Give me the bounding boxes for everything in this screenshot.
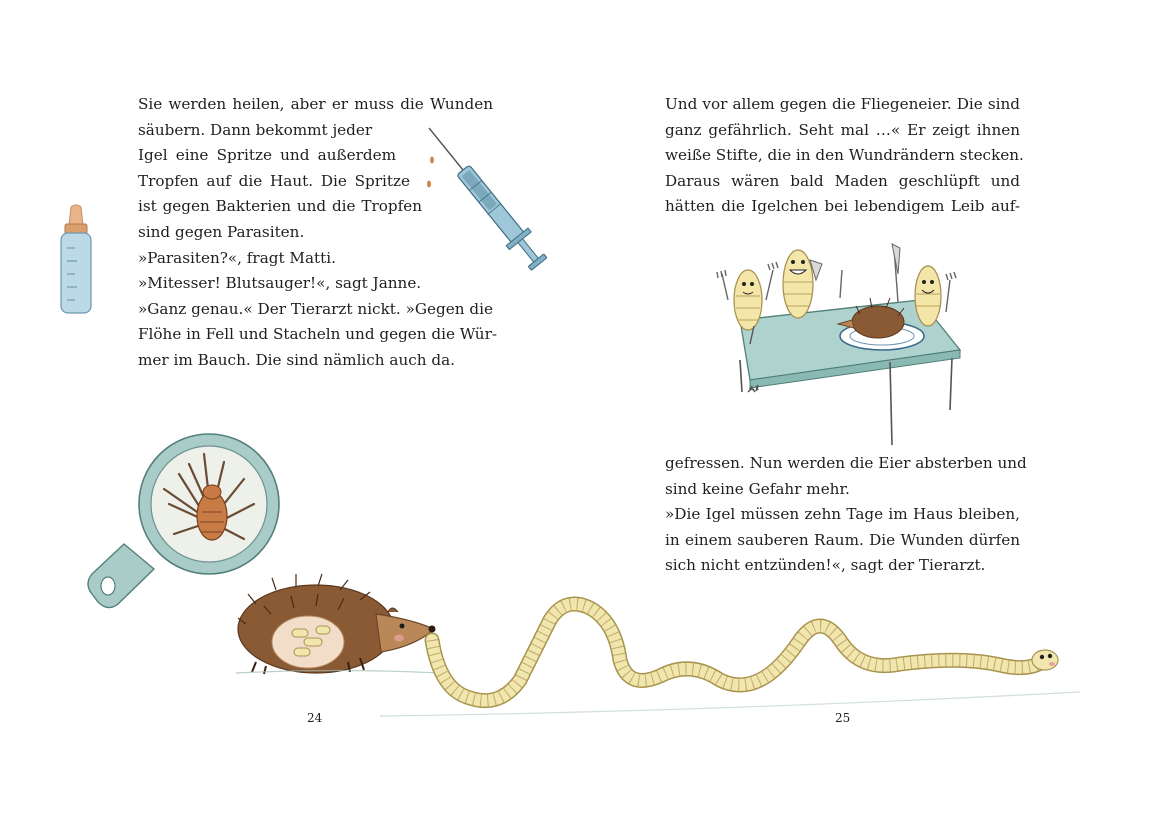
text-line: »Mitesser! Blutsauger!«, sagt Janne. bbox=[138, 274, 422, 293]
text-line: Daraus wären bald Maden geschlüpft und bbox=[665, 171, 1020, 190]
text-line: Und vor allem gegen die Fliegeneier. Die sind bbox=[665, 95, 1020, 113]
text-line: ist gegen Bakterien und die Tropfen bbox=[138, 197, 422, 216]
text-line: Tropfen auf die Haut. Die Spritze bbox=[138, 171, 410, 190]
text-line: sich nicht entzünden!«, sagt der Tierarzt. bbox=[665, 556, 986, 575]
text-line: hätten die Igelchen bei lebendigem Leib auf- bbox=[665, 197, 1020, 216]
page-number: 25 bbox=[835, 711, 851, 725]
text-line: »Ganz genau.« Der Tierarzt nickt. »Gegen die bbox=[138, 299, 493, 318]
text-line: »Die Igel müssen zehn Tage im Haus bleiben, bbox=[665, 505, 1020, 524]
text-line: gefressen. Nun werden die Eier absterben und bbox=[665, 454, 1027, 472]
text-line: säubern. Dann bekommt jeder bbox=[138, 120, 373, 139]
text-line: mer im Bauch. Die sind nämlich auch da. bbox=[138, 350, 455, 369]
text-line: in einem sauberen Raum. Die Wunden dürfen bbox=[665, 530, 1020, 549]
text-line: »Parasiten?«, fragt Matti. bbox=[138, 248, 336, 267]
text-line: weiße Stifte, die in den Wundrändern stecken. bbox=[665, 146, 1024, 165]
text-line: sind gegen Parasiten. bbox=[138, 222, 305, 241]
text-line: ganz gefährlich. Seht mal …« Er zeigt ihnen bbox=[665, 120, 1020, 139]
text-line: Sie werden heilen, aber er muss die Wunden bbox=[138, 95, 493, 113]
page-number: 24 bbox=[307, 711, 323, 725]
text-line: Flöhe in Fell und Stacheln und gegen die Wür- bbox=[138, 325, 497, 344]
text-line: Igel eine Spritze und außerdem bbox=[138, 146, 396, 165]
text-line: sind keine Gefahr mehr. bbox=[665, 479, 850, 498]
